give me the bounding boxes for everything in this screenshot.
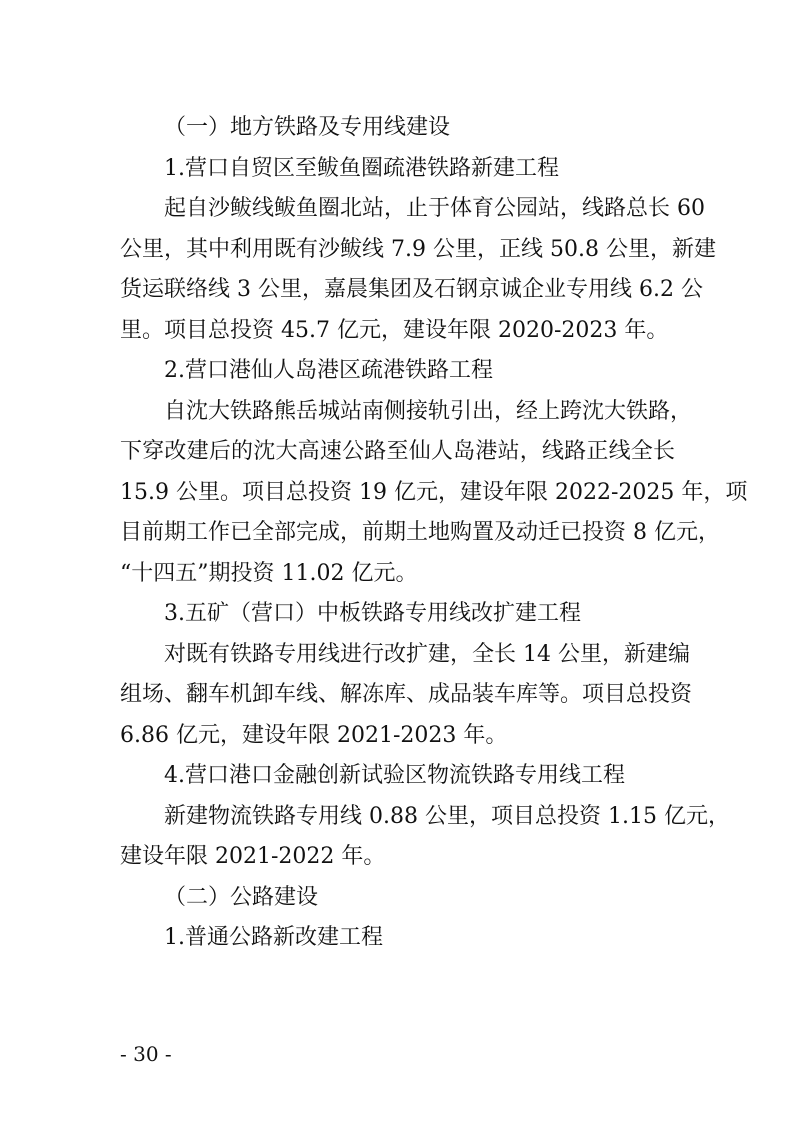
subsection-title-ordinary-highways: 1.普通公路新改建工程 [164, 925, 383, 950]
paragraph-line: 里。项目总投资 45.7 亿元，建设年限 2020-2023 年。 [120, 317, 669, 343]
paragraph-line: 下穿改建后的沈大高速公路至仙人岛港站，线路正线全长 [120, 439, 675, 464]
paragraph-line: 建设年限 2021-2022 年。 [120, 844, 386, 869]
paragraph-line: 起自沙鲅线鲅鱼圈北站，止于体育公园站，线路总长 60 [164, 196, 705, 221]
paragraph-line: 自沈大铁路熊岳城站南侧接轨引出，经上跨沈大铁路， [164, 398, 693, 424]
section-heading-local-railways: （一）地方铁路及专用线建设 [164, 115, 451, 140]
paragraph-line: 15.9 公里。项目总投资 19 亿元，建设年限 2022-2025 年，项 [120, 479, 748, 505]
project-title-1: 1.营口自贸区至鲅鱼圈疏港铁路新建工程 [164, 155, 559, 181]
paragraph-line: 组场、翻车机卸车线、解冻库、成品装车库等。项目总投资 [120, 682, 693, 707]
project-title-4: 4.营口港口金融创新试验区物流铁路专用线工程 [164, 763, 625, 788]
document-body [120, 108, 748, 959]
page-number: - 30 - [120, 1042, 172, 1066]
paragraph-line: 公里，其中利用既有沙鲅线 7.9 公里，正线 50.8 公里，新建 [120, 236, 716, 262]
paragraph-line: 6.86 亿元，建设年限 2021-2023 年。 [120, 722, 508, 748]
paragraph-line: 对既有铁路专用线进行改扩建，全长 14 公里，新建编 [164, 641, 690, 667]
section-heading-highways: （二）公路建设 [164, 884, 319, 910]
project-title-2: 2.营口港仙人岛港区疏港铁路工程 [164, 358, 493, 383]
paragraph-line: 货运联络线 3 公里，嘉晨集团及石钢京诚企业专用线 6.2 公 [120, 277, 703, 302]
project-title-3: 3.五矿（营口）中板铁路专用线改扩建工程 [164, 601, 581, 626]
paragraph-line: “十四五”期投资 11.02 亿元。 [120, 560, 418, 586]
paragraph-line: 目前期工作已全部完成，前期土地购置及动迁已投资 8 亿元， [120, 520, 720, 545]
paragraph-line: 新建物流铁路专用线 0.88 公里，项目总投资 1.15 亿元， [164, 803, 730, 829]
